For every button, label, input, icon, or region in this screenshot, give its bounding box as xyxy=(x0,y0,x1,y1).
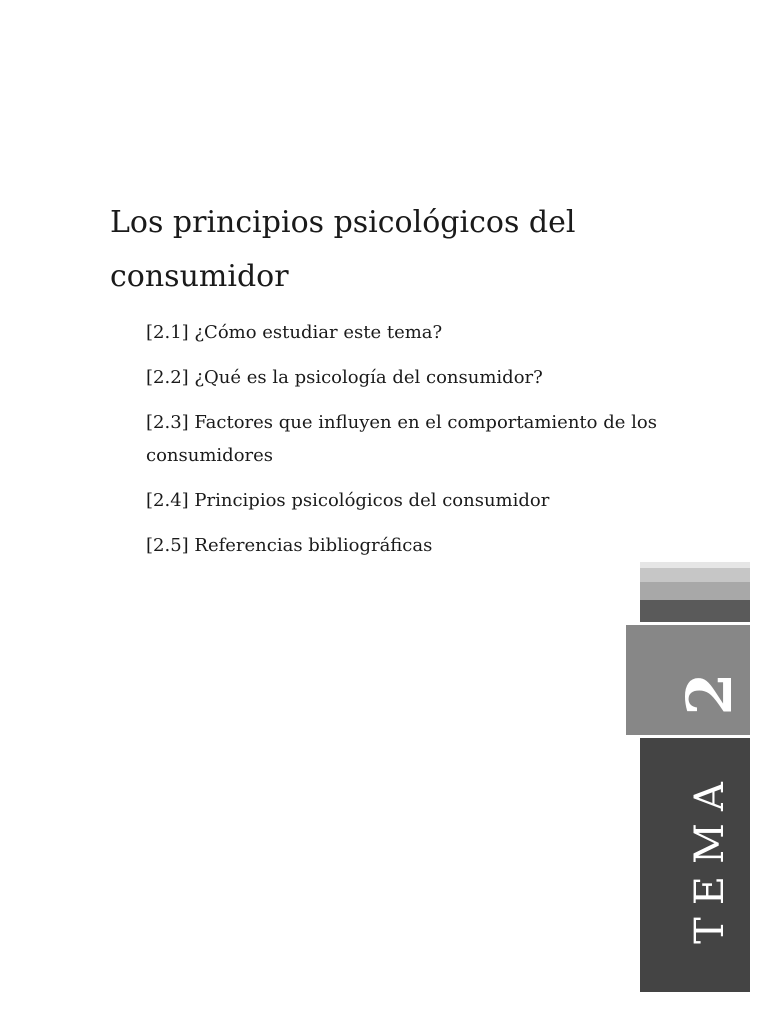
toc-item: [2.3] Factores que influyen en el comportamiento de los consumidores xyxy=(146,412,657,466)
decorative-stripe xyxy=(640,582,750,600)
decorative-stripe xyxy=(640,568,750,582)
table-of-contents xyxy=(146,316,686,574)
toc-item: [2.1] ¿Cómo estudiar este tema? xyxy=(146,322,443,343)
toc-item: [2.5] Referencias bibliográficas xyxy=(146,535,433,556)
decorative-stripe xyxy=(640,600,750,622)
toc-item: [2.2] ¿Qué es la psicología del consumidor? xyxy=(146,367,543,388)
topic-word: TEMA xyxy=(687,770,733,944)
toc-item: [2.4] Principios psicológicos del consumidor xyxy=(146,490,550,511)
topic-number: 2 xyxy=(673,672,746,716)
page-title: Los principios psicológicos del consumidor xyxy=(110,205,576,294)
